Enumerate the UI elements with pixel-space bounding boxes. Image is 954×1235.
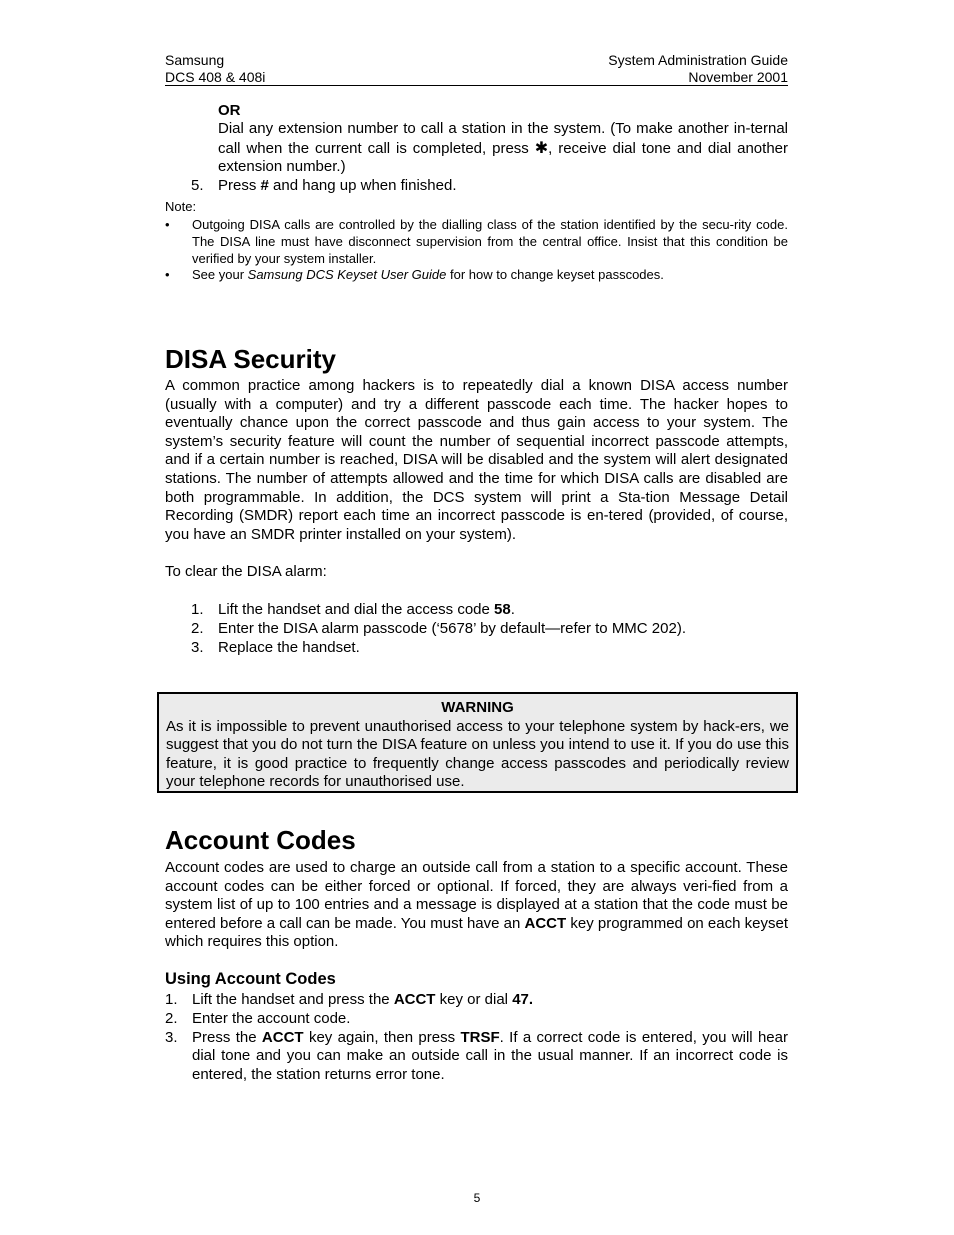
bullet-icon: • [165,217,170,232]
step-text: Press the [192,1028,262,1046]
step-list-continued [165,177,788,196]
header-guide-title: System Administration Guide [608,52,788,68]
note-text: for how to change keyset passcodes. [446,267,664,283]
warning-text: As it is impossible to prevent unauthorised access to your telephone system by hack-ers, we suggest that you do not turn the DISA feature on unless you intend to use it. If you do use this feature, it is good practice to frequently change access passcodes and periodically review your telephone records for unauthorised use. [166,717,789,791]
list-item [165,1029,788,1085]
header-left [165,52,265,86]
list-item [165,601,788,620]
disa-section [165,344,788,657]
step-code: 47. [512,990,534,1008]
step-number: 2. [165,1009,178,1027]
step-number: 3. [191,638,204,656]
account-section [165,825,788,1085]
bullet-icon: • [165,267,170,283]
list-item [165,991,788,1010]
step-text: Lift the handset and press the [192,990,394,1008]
list-item [165,217,788,267]
or-text-part2: , receive dial tone and dial another extension number.) [218,139,788,176]
step-text: Enter the DISA alarm passcode (‘5678’ by default—refer to MMC 202). [218,619,686,637]
header-product: DCS 408 & 408i [165,69,266,85]
note-guide-title: Samsung DCS Keyset User Guide [247,267,447,283]
step-text: . If a correct code is entered, you will hear dial tone and you can make an outside call in the usual manner. If an incorrect code is entered, the station returns error tone. [192,1028,788,1084]
list-item [165,620,788,639]
step-number: 5. [191,176,204,194]
warning-title: WARNING [441,699,514,716]
disa-clear-intro: To clear the DISA alarm: [165,563,327,581]
or-instruction [165,120,788,177]
step-key: ACCT [393,990,436,1008]
step-number: 1. [191,600,204,618]
list-item [165,177,788,196]
warning-box [157,692,798,793]
note-title: Note: [165,199,197,214]
asterisk-key-icon: ✱ [534,137,549,157]
note-text: See your [192,267,248,283]
header-company: Samsung [165,52,225,68]
step-number: 3. [165,1028,178,1046]
list-item [165,1010,788,1029]
step-number: 1. [165,990,178,1008]
note-text: Outgoing DISA calls are controlled by the dialling class of the station identified by the secu-rity code. The DISA line must have disconnect supervision from the central office. Insist that this condition be verified by your system installer. [192,217,788,266]
page-number: 5 [473,1191,481,1205]
or-text-part1: Dial any extension number to call a station in the system. (To make another in-ternal call when the current call is completed, press [218,120,788,157]
step-text: Enter the account code. [192,1009,351,1027]
list-item [165,639,788,658]
page-content [165,52,788,100]
page-header [165,52,788,86]
account-paragraph [165,859,788,952]
step-key: ACCT [261,1028,304,1046]
using-account-codes-heading: Using Account Codes [165,969,336,988]
step-text: Replace the handset. [218,638,360,656]
account-text: Account codes are used to charge an outside call from a station to a specific account. These account codes can be either forced or optional. If forced, they are always veri-fied from a system list of up to 100 entries and a message is displayed at a station that the code must be entered before a call can be made. You must have an [165,859,788,932]
step-text: key or dial [435,990,513,1008]
list-item [165,267,788,284]
step-text: . [510,600,515,618]
step-key: # [260,176,269,194]
step-number: 2. [191,619,204,637]
acct-key-label: ACCT [524,914,567,932]
note-block [165,199,788,284]
header-date: November 2001 [688,69,788,85]
disa-steps [165,601,788,657]
note-list [165,217,788,284]
step-text: key again, then press [303,1028,461,1046]
account-steps [165,991,788,1085]
step-code: 58 [494,600,511,618]
or-label: OR [218,102,241,119]
account-heading: Account Codes [165,825,356,855]
disa-heading: DISA Security [165,344,336,374]
account-text: key programmed on each keyset which requires this option. [165,914,788,951]
disa-paragraph: A common practice among hackers is to repeatedly dial a known DISA access number (usually with a computer) and try a different passcode each time. The hacker hopes to eventually chance upon the correct passcode and thus gain access to your system. The system’s security feature will count the number of sequential incorrect passcode attempts, and if a certain number is reached, DISA will be disabled and the system will alert designated stations. The number of attempts allowed and the time for which DISA calls are disabled are both programmable. In addition, the DCS system will print a Sta-tion Message Detail Recording (SMDR) report each time an incorrect passcode is en-tered (provided, of course, you have an SMDR printer installed on your system). [165,377,788,543]
continued-steps [165,101,788,196]
step-key: TRSF [460,1028,500,1046]
step-text: Lift the handset and dial the access code [218,600,495,618]
step-text: and hang up when finished. [268,176,457,194]
header-right [608,52,788,86]
step-text: Press [218,176,261,194]
